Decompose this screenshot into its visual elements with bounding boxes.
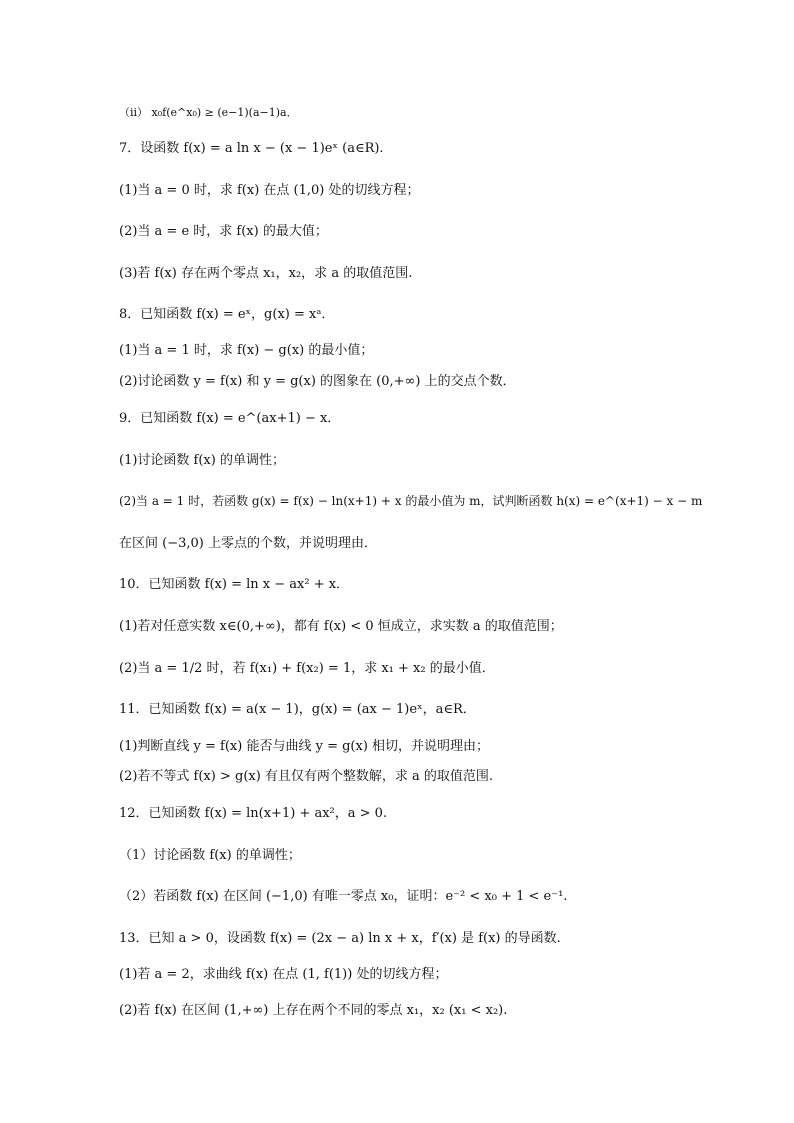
problem-8-part-2: (2)讨论函数 y = f(x) 和 y = g(x) 的图象在 (0,+∞) 上的交点个数． bbox=[119, 374, 516, 389]
problem-8-part-1: (1)当 a = 1 时，求 f(x) − g(x) 的最小值； bbox=[119, 343, 374, 358]
problem-7-part-2: (2)当 a = e 时，求 f(x) 的最大值； bbox=[119, 224, 328, 239]
problem-7-part-1: (1)当 a = 0 时，求 f(x) 在点 (1,0) 处的切线方程； bbox=[119, 183, 420, 198]
problem-7-stem: 7．设函数 f(x) = a ln x − (x − 1)eˣ (a∈R). bbox=[119, 141, 384, 156]
problem-6-part-ii: （ⅱ） x₀f(e^x₀) ≥ (e−1)(a−1)a． bbox=[119, 106, 298, 119]
problem-13-part-1: (1)若 a = 2，求曲线 f(x) 在点 (1, f(1)) 处的切线方程； bbox=[119, 967, 448, 982]
problem-12-part-1: （1）讨论函数 f(x) 的单调性； bbox=[119, 848, 301, 863]
problem-11-part-2: (2)若不等式 f(x) > g(x) 有且仅有两个整数解，求 a 的取值范围. bbox=[119, 769, 494, 784]
problem-9-part-1: (1)讨论函数 f(x) 的单调性； bbox=[119, 453, 285, 468]
problem-7-part-3: (3)若 f(x) 存在两个零点 x₁，x₂，求 a 的取值范围. bbox=[119, 266, 413, 281]
problem-10-part-2: (2)当 a = 1/2 时，若 f(x₁) + f(x₂) = 1，求 x₁ + x₂ 的最小值． bbox=[119, 661, 495, 676]
problem-11-stem: 11．已知函数 f(x) = a(x − 1)，g(x) = (ax − 1)eˣ，a∈R． bbox=[119, 702, 476, 717]
problem-8-stem: 8．已知函数 f(x) = eˣ，g(x) = xᵃ． bbox=[119, 307, 335, 322]
problem-12-stem: 12．已知函数 f(x) = ln(x+1) + ax²，a > 0. bbox=[119, 806, 388, 821]
problem-13-stem: 13．已知 a > 0，设函数 f(x) = (2x − a) ln x + x，f′(x) 是 f(x) 的导函数. bbox=[119, 931, 561, 946]
problem-13-part-2: (2)若 f(x) 在区间 (1,+∞) 上存在两个不同的零点 x₁，x₂ (x₁ < x₂). bbox=[119, 1003, 508, 1018]
problem-11-part-1: (1)判断直线 y = f(x) 能否与曲线 y = g(x) 相切，并说明理由； bbox=[119, 739, 490, 754]
problem-9-part-2-continued: 在区间 (−3,0) 上零点的个数，并说明理由． bbox=[119, 536, 377, 551]
problem-10-stem: 10．已知函数 f(x) = ln x − ax² + x． bbox=[119, 577, 350, 592]
problem-10-part-1: (1)若对任意实数 x∈(0,+∞)，都有 f(x) < 0 恒成立，求实数 a 的取值范围； bbox=[119, 619, 563, 634]
problem-12-part-2: （2）若函数 f(x) 在区间 (−1,0) 有唯一零点 x₀，证明：e⁻² < x₀ + 1 < e⁻¹. bbox=[119, 889, 568, 904]
problem-9-part-2: (2)当 a = 1 时，若函数 g(x) = f(x) − ln(x+1) + x 的最小值为 m，试判断函数 h(x) = e^(x+1) − x − m bbox=[119, 494, 703, 508]
problem-9-stem: 9．已知函数 f(x) = e^(ax+1) − x． bbox=[119, 411, 341, 426]
